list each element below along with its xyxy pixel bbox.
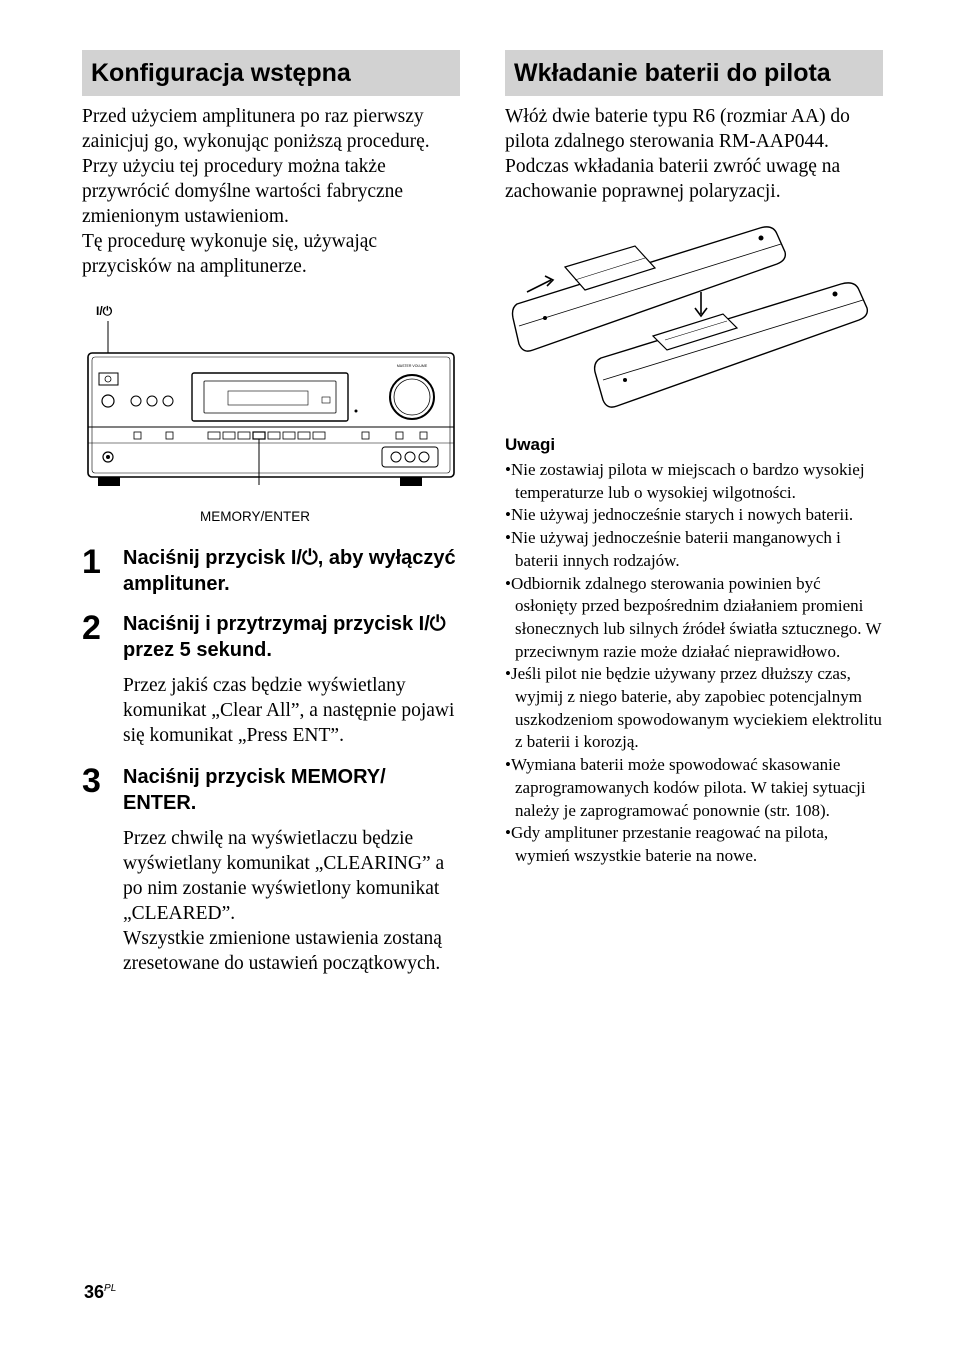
step-title: Naciśnij i przytrzymaj przycisk I/⏻ przez 5 sekund. xyxy=(123,613,446,661)
master-volume-label: MASTER VOLUME xyxy=(396,364,428,368)
step-title: Naciśnij przycisk I/⏻, aby wyłączyć amplituner. xyxy=(123,547,456,595)
receiver-foot xyxy=(400,477,422,486)
note-item: • Nie zostawiaj pilota w miejscach o bardzo wysokiej temperaturze lub o wysokiej wilgotności. xyxy=(505,459,883,504)
memory-enter-label: MEMORY/ENTER xyxy=(200,509,311,524)
step-paragraph: Przez jakiś czas będzie wyświetlany komunikat „Clear All”, a następnie pojawi się komunikat „Press ENT”. xyxy=(123,675,455,746)
tone-knob[interactable] xyxy=(131,396,141,406)
receiver-foot xyxy=(98,477,120,486)
notes-list xyxy=(505,459,883,868)
front-input-jack[interactable] xyxy=(391,452,401,462)
note-item: • Wymiana baterii może spowodować skasowanie zaprogramowanych kodów pilota. W takiej sytuacji należy je zaprogramować ponownie (str. 108). xyxy=(505,754,883,822)
step-2 xyxy=(82,611,460,748)
remote-battery-illustration xyxy=(505,222,883,412)
panel-button[interactable] xyxy=(362,432,369,439)
step-number: 3 xyxy=(82,762,101,800)
tone-knob[interactable] xyxy=(147,396,157,406)
right-column xyxy=(505,50,883,868)
remote-figure xyxy=(505,222,883,412)
panel-button[interactable] xyxy=(268,432,280,439)
panel-button[interactable] xyxy=(166,432,173,439)
intro-paragraph: Przed użyciem amplitunera po raz pierwszy zainicjuj go, wykonując poniższą procedurę. Przy użyciu tej procedury można także przywrócić domyślne wartości fabryczne zmienionym ustawieniom. xyxy=(82,106,430,227)
note-item: • Odbiornik zdalnego sterowania powinien być osłonięty przed bezpośrednim działaniem promieni słonecznych lub silnych źródeł światła sztucznego. W przeciwnym razie może działać nieprawidłowo. xyxy=(505,573,883,664)
panel-button[interactable] xyxy=(420,432,427,439)
panel-button[interactable] xyxy=(313,432,325,439)
batteries-intro xyxy=(505,104,883,204)
language-code: PL xyxy=(104,1283,117,1294)
panel-button[interactable] xyxy=(238,432,250,439)
step-paragraph: Przez chwilę na wyświetlaczu będzie wyświetlany komunikat „CLEARING” a po nim zostanie wyświetlony komunikat „CLEARED”. xyxy=(123,828,445,924)
front-input-jack[interactable] xyxy=(419,452,429,462)
speakers-button[interactable] xyxy=(102,395,114,407)
panel-button[interactable] xyxy=(283,432,295,439)
section-heading-batteries: Wkładanie baterii do pilota xyxy=(505,50,883,96)
front-input-jack[interactable] xyxy=(405,452,415,462)
panel-button[interactable] xyxy=(208,432,220,439)
master-volume-knob[interactable] xyxy=(390,375,434,419)
note-item: • Gdy amplituner przestanie reagować na pilota, wymień wszystkie baterie na nowe. xyxy=(505,822,883,867)
panel-button[interactable] xyxy=(223,432,235,439)
page-number xyxy=(84,1282,116,1303)
intro-text xyxy=(82,104,460,279)
step-paragraph: Wszystkie zmienione ustawienia zostaną zresetowane do ustawień początkowych. xyxy=(123,928,442,974)
note-item: • Jeśli pilot nie będzie używany przez dłuższy czas, wyjmij z niego baterie, aby zapobiec potencjalnym uszkodzeniom spowodowanym wyciekiem elektrolitu z baterii i korozją. xyxy=(505,663,883,754)
intro-paragraph: Włóż dwie baterie typu R6 (rozmiar AA) do pilota zdalnego sterowania RM-AAP044. xyxy=(505,106,850,152)
power-label: I/⏻ xyxy=(96,304,113,318)
power-button[interactable] xyxy=(99,373,118,385)
intro-paragraph: Podczas wkładania baterii zwróć uwagę na zachowanie poprawnej polaryzacji. xyxy=(505,156,841,202)
step-1 xyxy=(82,545,460,597)
receiver-figure xyxy=(82,297,460,524)
step-title: Naciśnij przycisk MEMORY/ ENTER. xyxy=(123,766,386,814)
note-item: • Nie używaj jednocześnie starych i nowych baterii. xyxy=(505,504,883,527)
note-item: • Nie używaj jednocześnie baterii manganowych i baterii innych rodzajów. xyxy=(505,527,883,572)
receiver-front-panel-illustration xyxy=(82,297,460,497)
input-selector-knob[interactable] xyxy=(163,396,173,406)
panel-button[interactable] xyxy=(298,432,310,439)
panel-button[interactable] xyxy=(134,432,141,439)
step-number: 1 xyxy=(82,543,101,581)
panel-button[interactable] xyxy=(396,432,403,439)
left-column xyxy=(82,50,460,976)
notes-heading: Uwagi xyxy=(505,435,556,454)
step-3 xyxy=(82,764,460,976)
page-number-value: 36 xyxy=(84,1282,105,1302)
step-number: 2 xyxy=(82,609,101,647)
step-body xyxy=(123,673,460,748)
intro-paragraph: Tę procedurę wykonuje się, używając przycisków na amplitunerze. xyxy=(82,231,378,277)
section-heading-initial-setup: Konfiguracja wstępna xyxy=(82,50,460,96)
memory-enter-button[interactable] xyxy=(253,432,265,439)
step-body xyxy=(123,826,460,976)
